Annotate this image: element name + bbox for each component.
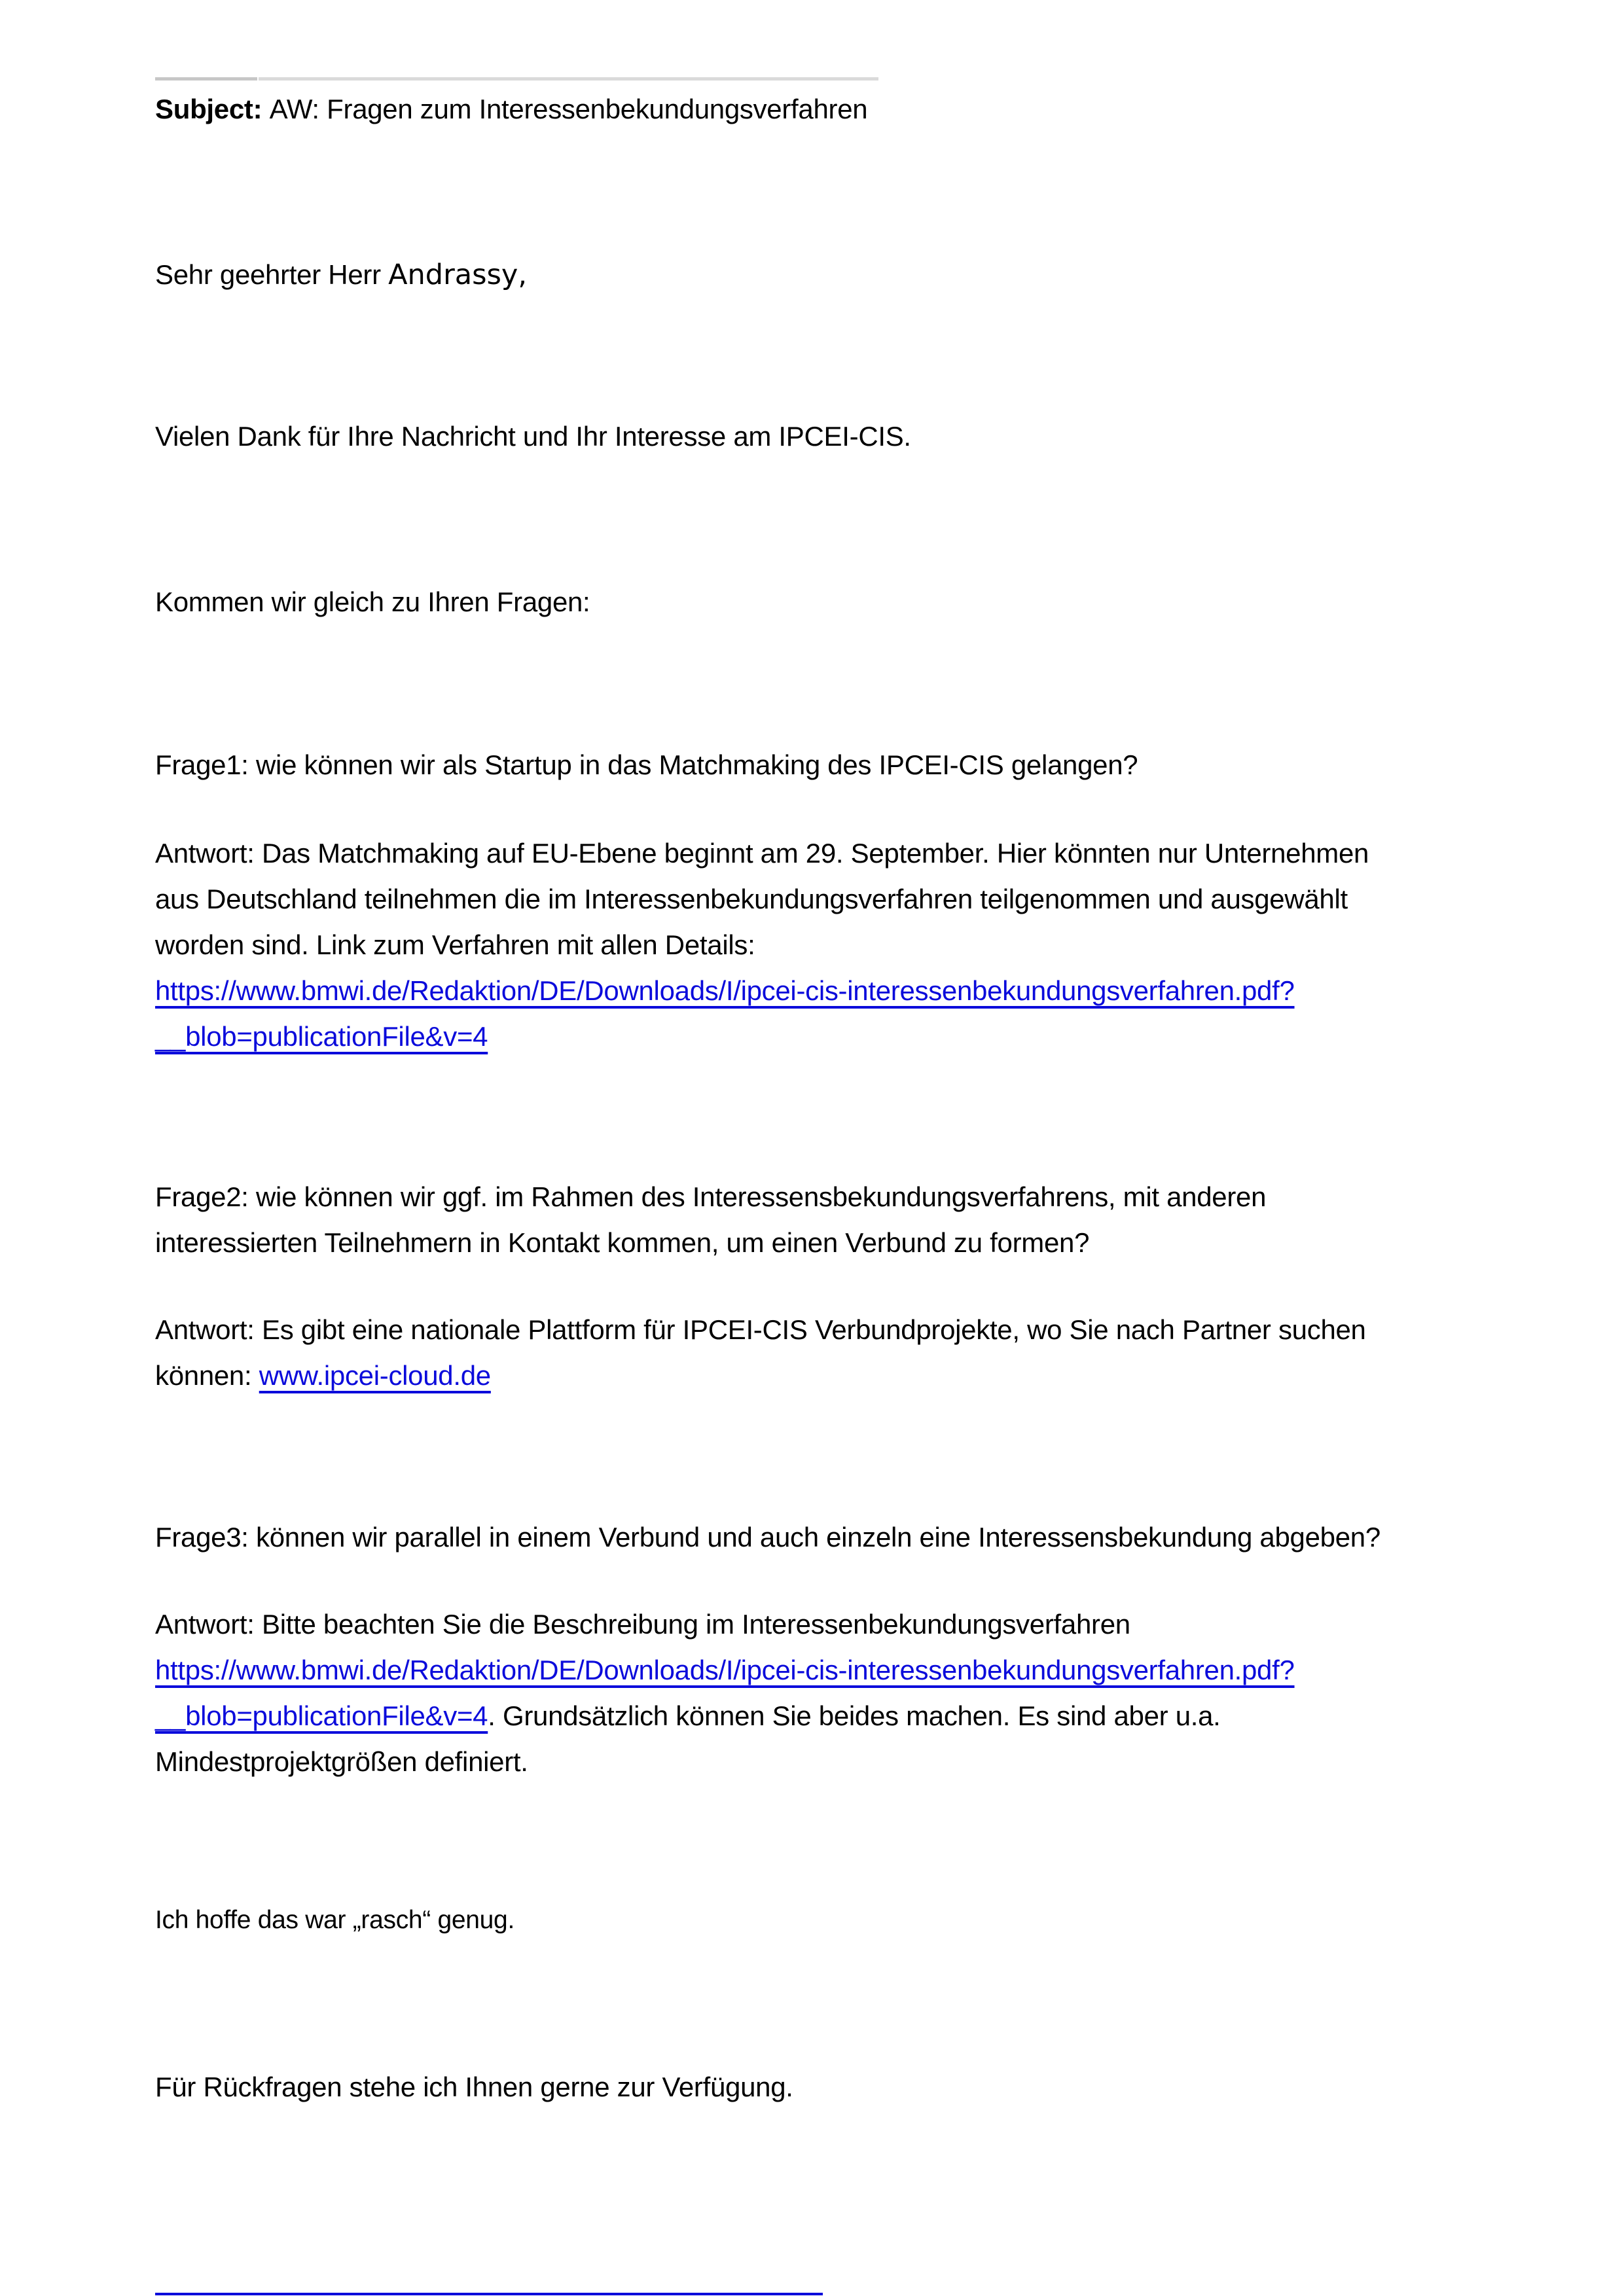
- question3-line: Frage3: können wir parallel in einem Verbund und auch einzeln eine Interessensbekundung abgeben?: [155, 1522, 1380, 1552]
- subject-label: Subject:: [155, 94, 262, 124]
- subject-line: [155, 94, 867, 125]
- answer1-line1: Antwort: Das Matchmaking auf EU-Ebene beginnt am 29. September. Hier könnten nur Unternehmen: [155, 838, 1369, 869]
- answer1-line2: aus Deutschland teilnehmen die im Interessenbekundungsverfahren teilgenommen und ausgewählt: [155, 884, 1348, 914]
- answer1-line3: worden sind. Link zum Verfahren mit allen Details:: [155, 929, 755, 960]
- thanks-line: Vielen Dank für Ihre Nachricht und Ihr Interesse am IPCEI-CIS.: [155, 421, 911, 452]
- greeting-prefix: Sehr geehrter Herr: [155, 259, 389, 290]
- subject-spacer: [262, 94, 269, 124]
- bmwi-pdf-link2-line2[interactable]: __blob=publicationFile&v=4: [155, 1700, 488, 1731]
- answer3-line3-rest: . Grundsätzlich können Sie beides machen. Es sind aber u.a.: [488, 1700, 1221, 1731]
- answer3-line1: Antwort: Bitte beachten Sie die Beschreibung im Interessenbekundungsverfahren: [155, 1609, 1130, 1640]
- answer2-line1: Antwort: Es gibt eine nationale Plattform für IPCEI-CIS Verbundprojekte, wo Sie nach Partner suchen: [155, 1314, 1366, 1345]
- bottom-cutoff-link-line: [155, 2293, 823, 2295]
- answer1-link-line2-wrap: [155, 1021, 488, 1052]
- recipient-name: Andrassy,: [388, 259, 528, 291]
- bmwi-pdf-link2-line1[interactable]: https://www.bmwi.de/Redaktion/DE/Downloads/I/ipcei-cis-interessenbekundungsverfahren.pdf?: [155, 1655, 1295, 1685]
- header-divider-left-segment: [155, 77, 257, 81]
- header-divider: [259, 77, 878, 81]
- answer2-line2-prefix: können:: [155, 1360, 259, 1391]
- ipcei-cloud-link[interactable]: www.ipcei-cloud.de: [259, 1360, 491, 1391]
- answer3-link-line1-wrap: [155, 1655, 1295, 1686]
- answer3-line3: [155, 1700, 1221, 1732]
- intro-line: Kommen wir gleich zu Ihren Fragen:: [155, 586, 590, 617]
- question2-line1: Frage2: wie können wir ggf. im Rahmen des Interessensbekundungsverfahrens, mit anderen: [155, 1181, 1267, 1212]
- closing-hope-line: Ich hoffe das war „rasch“ genug.: [155, 1906, 514, 1934]
- bmwi-pdf-link-line1[interactable]: https://www.bmwi.de/Redaktion/DE/Downloads/I/ipcei-cis-interessenbekundungsverfahren.pdf?: [155, 975, 1295, 1006]
- closing-questions-line: Für Rückfragen stehe ich Ihnen gerne zur Verfügung.: [155, 2072, 793, 2102]
- subject-text: AW: Fragen zum Interessenbekundungsverfahren: [269, 94, 868, 124]
- question1-line: Frage1: wie können wir als Startup in das Matchmaking des IPCEI-CIS gelangen?: [155, 749, 1138, 780]
- greeting-line: [155, 259, 527, 291]
- bmwi-pdf-link-line2[interactable]: __blob=publicationFile&v=4: [155, 1021, 488, 1052]
- answer3-line4: Mindestprojektgrößen definiert.: [155, 1746, 528, 1777]
- answer1-link-line1-wrap: [155, 975, 1295, 1007]
- question2-line2: interessierten Teilnehmern in Kontakt kommen, um einen Verbund zu formen?: [155, 1227, 1090, 1258]
- answer2-line2: [155, 1360, 491, 1391]
